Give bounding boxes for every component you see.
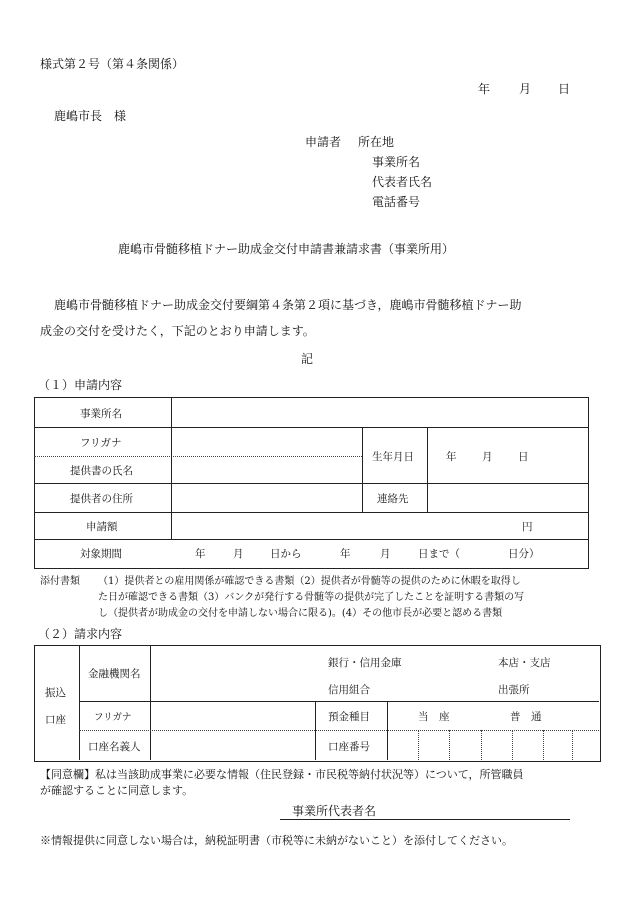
signature-line xyxy=(280,819,570,820)
period-days: 日分） xyxy=(508,548,540,560)
consent-line-2: が確認することに同意します。 xyxy=(40,784,194,797)
document-title: 鹿嶋市骨髄移植ドナー助成金交付申請書兼請求書（事業所用） xyxy=(118,242,455,256)
period-month-1: 月 xyxy=(233,548,244,560)
applicant-business-label: 事業所名 xyxy=(372,155,421,169)
deposit-current: 当 座 xyxy=(418,711,450,723)
account-number-label: 口座番号 xyxy=(328,741,370,753)
signature-label: 事業所代表者名 xyxy=(292,804,377,818)
account-furigana-label: フリガナ xyxy=(94,712,132,723)
birth-month-label: 月 xyxy=(482,451,493,463)
period-year-2: 年 xyxy=(340,548,351,560)
amount-label: 申請額 xyxy=(86,521,118,533)
branch-type-1: 本店・支店 xyxy=(498,657,551,669)
birth-year-label: 年 xyxy=(446,451,457,463)
institution-label: 金融機関名 xyxy=(88,668,141,680)
applicant-phone-label: 電話番号 xyxy=(372,195,421,209)
intro-line-1: 鹿嶋市骨髄移植ドナー助成金交付要綱第４条第２項に基づき，鹿嶋市骨髄移植ドナー助 xyxy=(54,298,522,312)
period-year-1: 年 xyxy=(195,548,206,560)
transfer-label-1: 振込 xyxy=(45,687,66,699)
period-month-2: 月 xyxy=(380,548,391,560)
transfer-label-2: 口座 xyxy=(45,714,66,726)
account-holder-label: 口座名義人 xyxy=(88,741,141,753)
form-number: 様式第２号（第４条関係） xyxy=(40,57,185,71)
date-year-label: 年 xyxy=(478,82,491,96)
date-month-label: 月 xyxy=(519,82,532,96)
attachments-line-3: し（提供者が助成金の交付を申請しない場合に限る)。(4）その他市長が必要と認める書類 xyxy=(98,608,503,619)
attachments-line-1: （1）提供者との雇用関係が確認できる書類（2）提供者が骨髄等の提供のために休暇を取得し xyxy=(98,576,521,587)
birth-day-label: 日 xyxy=(518,451,529,463)
amount-unit: 円 xyxy=(522,521,533,533)
bank-type-1: 銀行・信用金庫 xyxy=(328,657,402,669)
business-name-label: 事業所名 xyxy=(80,408,122,420)
intro-line-2: 成金の交付を受けたく，下記のとおり申請します。 xyxy=(40,324,315,338)
footnote: ※情報提供に同意しない場合は，納税証明書（市税等に未納がないこと）を添付してください。 xyxy=(40,834,513,847)
consent-line-1: 【同意欄】私は当該助成事業に必要な情報（住民登録・市民税等納付状況等）について，所管職員 xyxy=(40,768,524,781)
bank-type-2: 信用組合 xyxy=(328,684,370,696)
contact-label: 連絡先 xyxy=(377,493,409,505)
period-from: 日から xyxy=(270,548,302,560)
deposit-type-label: 預金種目 xyxy=(328,711,370,723)
addressee: 鹿嶋市長 様 xyxy=(54,109,127,123)
applicant-address-label: 所在地 xyxy=(358,135,395,149)
date-day-label: 日 xyxy=(558,82,571,96)
deposit-ordinary: 普 通 xyxy=(510,711,542,723)
attachments-line-2: た日が確認できる書類（3）バンクが発行する骨髄等の提供が完了したことを証明する書類の写 xyxy=(98,592,525,603)
donor-address-label: 提供者の住所 xyxy=(70,493,133,505)
section1-heading: （１）申請内容 xyxy=(38,378,123,392)
applicant-representative-label: 代表者氏名 xyxy=(372,175,433,189)
donor-name-label: 提供書の氏名 xyxy=(70,465,133,477)
period-label: 対象期間 xyxy=(80,548,122,560)
applicant-label: 申請者 xyxy=(305,135,342,149)
ki-marker: 記 xyxy=(301,352,314,366)
attachments-label: 添付書類 xyxy=(40,576,80,587)
birthdate-label: 生年月日 xyxy=(372,451,414,463)
period-to: 日まで（ xyxy=(418,548,460,560)
section2-heading: （２）請求内容 xyxy=(38,627,123,641)
branch-type-2: 出張所 xyxy=(498,684,530,696)
furigana-label: フリガナ xyxy=(80,437,122,449)
